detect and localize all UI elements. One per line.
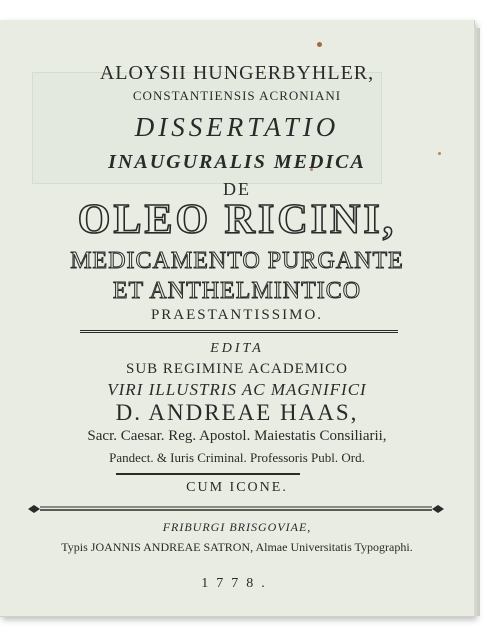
title-oleo-ricini: OLEO RICINI, [77,197,397,243]
praeses-title-1: Sacr. Caesar. Reg. Apostol. Maiestatis Consiliarii, [87,428,387,444]
foxing-spot [317,42,322,47]
viri-illustris: VIRI ILLUSTRIS AC MAGNIFICI [107,380,367,399]
title-anthelmintico: ET ANTHELMINTICO [112,278,362,304]
sub-regimine: SUB REGIMINE ACADEMICO [125,361,348,377]
title-medicamento: MEDICAMENTO PURGANTE [70,248,404,274]
title-inauguralis-medica: INAUGURALIS MEDICA [108,151,366,173]
praeses-title-2: Pandect. & Iuris Criminal. Professoris Publ. Ord. [109,450,365,465]
author-name: ALOYSII HUNGERBYHLER, [99,62,375,84]
page-edge [474,28,480,616]
cum-icone: CUM ICONE. [186,480,288,495]
title-dissertatio: DISSERTATIO [134,112,340,142]
praeses-name: D. ANDREAE HAAS, [115,400,359,425]
title-praestantissimo: PRAESTANTISSIMO. [150,307,324,323]
edita-label: EDITA [210,341,264,356]
title-de: DE [223,179,251,199]
title-page [0,20,475,617]
imprint-place: FRIBURGI BRISGOVIAE, [162,520,312,534]
author-affiliation: CONSTANTIENSIS ACRONIANI [132,88,342,103]
ornamental-rule [26,504,446,514]
imprint-year: 1778. [201,576,273,591]
divider-rule [116,473,300,475]
divider-rule [80,330,398,333]
imprint-printer: Typis JOANNIS ANDREAE SATRON, Almae Universitatis Typographi. [61,540,413,554]
